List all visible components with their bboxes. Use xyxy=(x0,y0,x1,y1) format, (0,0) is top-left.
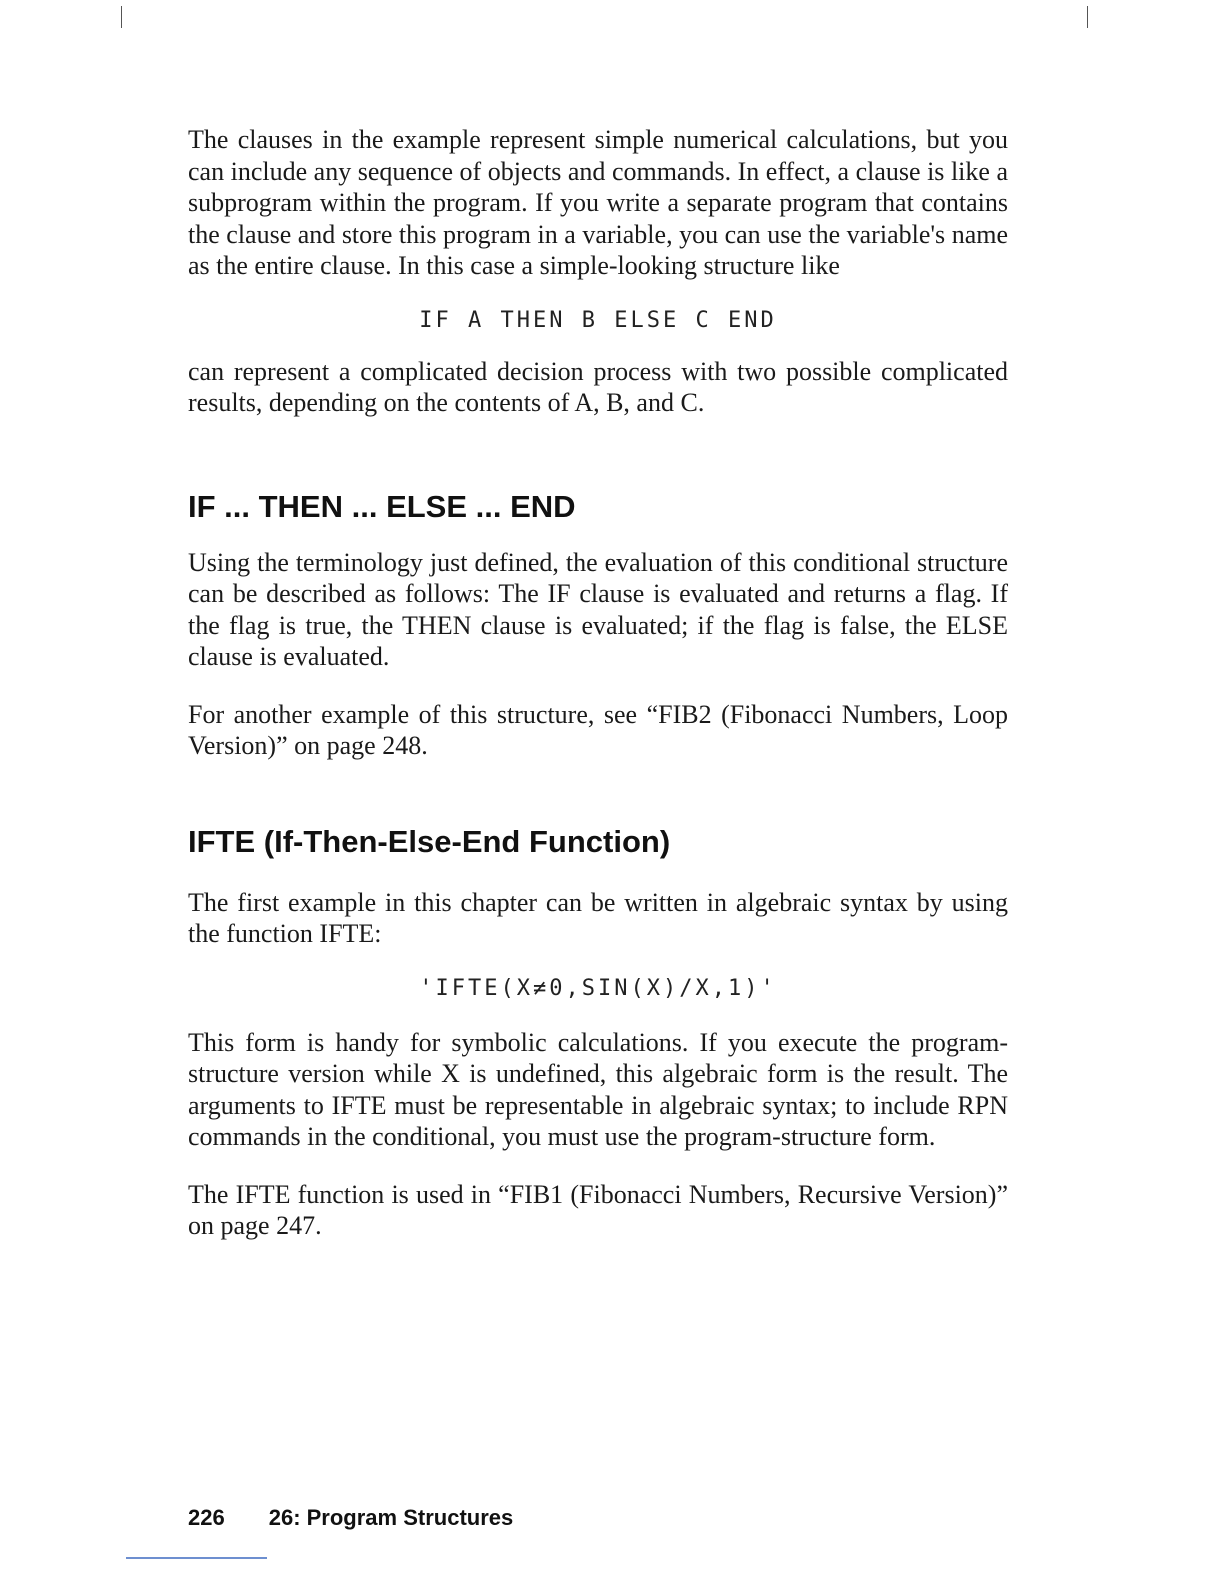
evaluation-description-paragraph: Using the terminology just defined, the evaluation of this conditional structure can be described as follows: The IF clause is evaluated and returns a flag. If the flag is true, the THEN clause is evaluated; if the flag is false, the ELSE clause is evaluated. xyxy=(188,547,1008,671)
page-number: 226 xyxy=(188,1505,225,1530)
fib2-reference-paragraph: For another example of this structure, see “FIB2 (Fibonacci Numbers, Loop Version)” on page 248. xyxy=(188,699,1008,760)
ifte-intro-paragraph: The first example in this chapter can be written in algebraic syntax by using the function IFTE: xyxy=(188,887,1008,948)
crop-mark-right xyxy=(1087,6,1088,28)
decision-process-paragraph: can represent a complicated decision process with two possible complicated results, depending on the contents of A, B, and C. xyxy=(188,356,1008,417)
chapter-title: 26: Program Structures xyxy=(268,1505,514,1530)
section-heading-ifte: IFTE (If-Then-Else-End Function) xyxy=(188,823,671,859)
intro-paragraph: The clauses in the example represent simple numerical calculations, but you can include any sequence of objects and commands. In effect, a clause is like a subprogram within the program. If you write a separate program that contains the clause and store this program in a variable, you can use the variable's name as the entire clause. In this case a simple-looking structure like xyxy=(188,125,1008,280)
bottom-rule xyxy=(126,1557,267,1559)
fib1-reference-paragraph: The IFTE function is used in “FIB1 (Fibonacci Numbers, Recursive Version)” on page 247. xyxy=(188,1179,1008,1240)
code-example-if-then-else: IF A THEN B ELSE C END xyxy=(419,307,777,333)
page-content xyxy=(188,124,1008,1242)
crop-mark-left xyxy=(121,6,122,28)
page-footer xyxy=(188,1505,513,1531)
section-heading-if-then-else-end: IF ... THEN ... ELSE ... END xyxy=(188,488,576,524)
ifte-description-paragraph: This form is handy for symbolic calculations. If you execute the program-structure version while X is undefined, this algebraic form is the result. The arguments to IFTE must be representable in algebraic syntax; to include RPN commands in the conditional, you must use the program-structure form. xyxy=(188,1027,1008,1151)
code-example-ifte: 'IFTE(X≠0,SIN(X)/X,1)' xyxy=(419,975,777,1001)
